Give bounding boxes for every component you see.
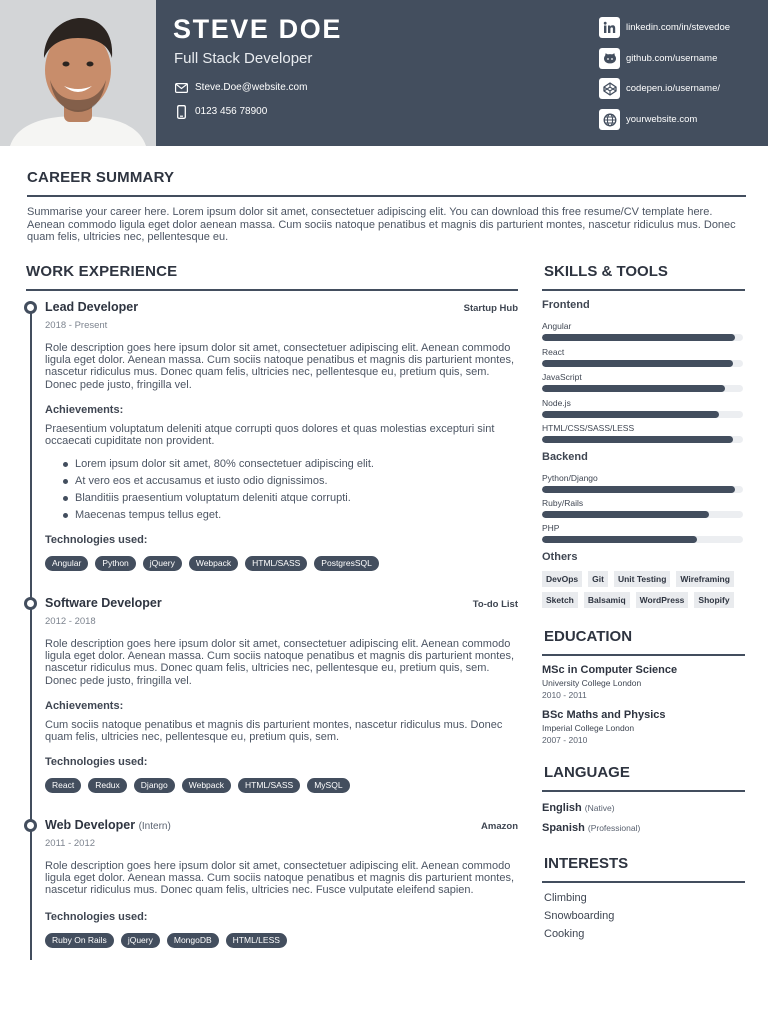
- skill-item: [542, 498, 745, 518]
- contact-phone[interactable]: [175, 105, 267, 118]
- skill-name: Node.js: [542, 398, 571, 408]
- envelope-icon: [175, 81, 188, 94]
- social-github[interactable]: [599, 48, 717, 69]
- social-website[interactable]: [599, 109, 697, 130]
- other-skills-tags: [542, 571, 747, 608]
- linkedin-link: linkedin.com/in/stevedoe: [626, 22, 731, 33]
- skill-item: [542, 473, 745, 493]
- linkedin-icon: [599, 17, 620, 38]
- job-description: Role description goes here ipsum dolor sit amet, consectetuer adipiscing elit. Aenean commodo ligula eget dolor. Aenean massa. Cum sociis natoque penatibus et magnis dis parturient montes, nascetur ridiculus mus. Donec quam felis, ultricies nec. Fusce vulputate eleifend sapien.: [45, 860, 514, 897]
- skill-chip: WordPress: [636, 592, 689, 608]
- list-item: At vero eos et accusamus et iusto odio dignissimos.: [63, 473, 518, 490]
- job-description: Role description goes here ipsum dolor sit amet, consectetuer adipiscing elit. Aenean commodo ligula eget dolor. Aenean massa. Cum sociis natoque penatibus et magnis dis parturient montes, nascetur ridiculus mus. Donec quam felis, ultricies nec, pellentesque eu, pretium quis, sem. Donec pede justo, fringilla vel.: [45, 342, 514, 391]
- skills-heading: SKILLS & TOOLS: [544, 263, 668, 280]
- tech-tag: Webpack: [189, 556, 238, 571]
- job-dates: 2018 - Present: [45, 320, 108, 331]
- tech-tag: Python: [95, 556, 135, 571]
- skill-item: [542, 347, 745, 367]
- email-text: Steve.Doe@website.com: [195, 82, 308, 93]
- section-divider: [26, 289, 518, 291]
- tech-tag: PostgresSQL: [314, 556, 379, 571]
- skill-bar: [542, 411, 743, 418]
- job-entry: [45, 818, 518, 948]
- language-heading: LANGUAGE: [544, 764, 630, 781]
- job-company: Amazon: [481, 821, 518, 832]
- job-title: Software Developer: [45, 596, 162, 610]
- interest-item: Climbing: [544, 892, 587, 904]
- achievements-text: Praesentium voluptatum deleniti atque corrupti quos dolores et quas molestias excepturi sint occaecati cupiditate non provident.: [45, 422, 495, 448]
- tech-tag: HTML/SASS: [238, 778, 300, 793]
- job-dates: 2011 - 2012: [45, 838, 96, 849]
- job-qualifier: (Intern): [138, 821, 171, 832]
- skill-bar-fill: [542, 436, 733, 443]
- skill-bar-fill: [542, 334, 735, 341]
- skill-bar-fill: [542, 486, 735, 493]
- job-company: To-do List: [472, 599, 518, 610]
- frontend-label: Frontend: [542, 299, 590, 311]
- skill-bar: [542, 385, 743, 392]
- education-entry: [542, 709, 747, 745]
- language-item: [542, 822, 640, 834]
- resume-header: [0, 0, 768, 146]
- job-entry: [45, 596, 518, 793]
- timeline-dot: [24, 597, 37, 610]
- tech-tag: HTML/SASS: [245, 556, 307, 571]
- technology-tags: [45, 778, 518, 793]
- skill-chip: Balsamiq: [584, 592, 630, 608]
- job-title: Lead Developer: [45, 300, 139, 314]
- achievements-label: Achievements:: [45, 403, 124, 416]
- education-heading: EDUCATION: [544, 628, 633, 645]
- job-description: Role description goes here ipsum dolor sit amet, consectetuer adipiscing elit. Aenean commodo ligula eget dolor. Aenean massa. Cum sociis natoque penatibus et magnis dis parturient montes, nascetur ridiculus mus. Donec quam felis, ultricies nec, pellentesque eu, pretium quis, sem. Donec pede justo, fringilla vel.: [45, 638, 514, 687]
- job-title: [45, 818, 518, 832]
- list-item: Maecenas tempus tellus eget.: [63, 507, 518, 524]
- phone-text: 0123 456 78900: [195, 106, 268, 117]
- school-name: University College London: [542, 678, 642, 688]
- work-experience-heading: WORK EXPERIENCE: [26, 263, 178, 280]
- degree-title: BSc Maths and Physics: [542, 709, 666, 721]
- profile-photo: [0, 0, 156, 146]
- job-dates: 2012 - 2018: [45, 616, 96, 627]
- list-item: Lorem ipsum dolor sit amet, 80% consectetuer adipiscing elit.: [63, 456, 518, 473]
- language-level: (Native): [584, 803, 615, 813]
- tech-tag: HTML/LESS: [226, 933, 287, 948]
- social-linkedin[interactable]: [599, 17, 730, 38]
- interest-item: Cooking: [544, 928, 585, 940]
- technology-tags: [45, 556, 518, 571]
- achievements-list: [45, 456, 518, 524]
- school-name: Imperial College London: [542, 723, 635, 733]
- job-role: Full Stack Developer: [174, 50, 313, 67]
- section-divider: [542, 289, 745, 291]
- skill-bar-fill: [542, 511, 709, 518]
- degree-title: MSc in Computer Science: [542, 664, 678, 676]
- skill-item: [542, 423, 745, 443]
- technologies-label: Technologies used:: [45, 534, 148, 547]
- job-entry: [45, 300, 518, 571]
- language-name: English: [542, 802, 582, 814]
- skill-bar: [542, 486, 743, 493]
- backend-label: Backend: [542, 451, 588, 463]
- globe-icon: [599, 109, 620, 130]
- language-name: Spanish: [542, 822, 585, 834]
- skill-name: HTML/CSS/SASS/LESS: [542, 423, 635, 433]
- tech-tag: Redux: [88, 778, 127, 793]
- skill-bar: [542, 436, 743, 443]
- list-item: Blanditiis praesentium voluptatum deleniti atque corrupti.: [63, 490, 518, 507]
- technologies-label: Technologies used:: [45, 910, 148, 923]
- interest-item: Snowboarding: [544, 910, 615, 922]
- timeline-dot: [24, 819, 37, 832]
- skill-item: [542, 398, 745, 418]
- social-codepen[interactable]: [599, 78, 720, 99]
- tech-tag: React: [45, 778, 81, 793]
- section-divider: [542, 654, 745, 656]
- tech-tag: Webpack: [182, 778, 231, 793]
- education-dates: 2007 - 2010: [542, 735, 588, 745]
- job-title-text: Web Developer: [45, 818, 136, 832]
- language-level: (Professional): [587, 823, 641, 833]
- skill-bar: [542, 511, 743, 518]
- achievements-label: Achievements:: [45, 699, 124, 712]
- codepen-link: codepen.io/username/: [626, 83, 721, 94]
- skill-item: [542, 372, 745, 392]
- tech-tag: Django: [134, 778, 175, 793]
- tech-tag: jQuery: [143, 556, 182, 571]
- career-summary-heading: CAREER SUMMARY: [27, 169, 175, 186]
- timeline-dot: [24, 301, 37, 314]
- skill-chip: Shopify: [694, 592, 733, 608]
- technology-tags: [45, 933, 518, 948]
- skill-name: JavaScript: [542, 372, 582, 382]
- job-company: Startup Hub: [463, 303, 518, 314]
- website-link: yourwebsite.com: [626, 114, 698, 125]
- section-divider: [542, 790, 745, 792]
- skill-name: PHP: [542, 523, 560, 533]
- skill-bar-fill: [542, 411, 719, 418]
- education-dates: 2010 - 2011: [542, 690, 587, 700]
- section-divider: [542, 881, 745, 883]
- tech-tag: Ruby On Rails: [45, 933, 114, 948]
- skill-name: Angular: [542, 321, 572, 331]
- github-link: github.com/username: [626, 53, 718, 64]
- tech-tag: Angular: [45, 556, 88, 571]
- skill-chip: DevOps: [542, 571, 582, 587]
- timeline-line: [30, 308, 32, 960]
- interests-heading: INTERESTS: [544, 855, 629, 872]
- skill-chip: Wireframing: [676, 571, 734, 587]
- person-name: STEVE DOE: [173, 14, 342, 44]
- skill-name: Ruby/Rails: [542, 498, 584, 508]
- tech-tag: MongoDB: [167, 933, 219, 948]
- skill-name: React: [542, 347, 565, 357]
- skill-bar: [542, 334, 743, 341]
- contact-email[interactable]: [175, 81, 307, 94]
- achievements-text: Cum sociis natoque penatibus et magnis dis parturient montes, nascetur ridiculus mus. Donec quam felis, ultricies nec, pellentesque eu, pretium quis, sem.: [45, 718, 503, 744]
- others-label: Others: [542, 551, 578, 563]
- tech-tag: MySQL: [307, 778, 349, 793]
- education-entry: [542, 664, 747, 700]
- skill-bar-fill: [542, 360, 733, 367]
- skill-chip: Sketch: [542, 592, 578, 608]
- skill-item: [542, 523, 745, 543]
- skill-bar: [542, 536, 743, 543]
- codepen-icon: [599, 78, 620, 99]
- skill-bar-fill: [542, 536, 697, 543]
- github-icon: [599, 48, 620, 69]
- phone-icon: [175, 105, 188, 118]
- skill-chip: Unit Testing: [614, 571, 670, 587]
- skill-item: [542, 321, 745, 341]
- skill-chip: Git: [588, 571, 608, 587]
- skill-name: Python/Django: [542, 473, 598, 483]
- technologies-label: Technologies used:: [45, 756, 148, 769]
- skill-bar: [542, 360, 743, 367]
- tech-tag: jQuery: [121, 933, 160, 948]
- language-item: [542, 802, 615, 814]
- section-divider: [27, 195, 746, 197]
- career-summary-text: Summarise your career here. Lorem ipsum dolor sit amet, consectetuer adipiscing elit. You can download this free resume/CV template here. Aenean commodo ligula eget dolor aenean massa. Cum sociis natoque penatibus et magnis dis parturient montes, nascetur ridiculus mus. Donec quam felis, ultricies nec, pellentesque eu.: [27, 206, 736, 243]
- skill-bar-fill: [542, 385, 725, 392]
